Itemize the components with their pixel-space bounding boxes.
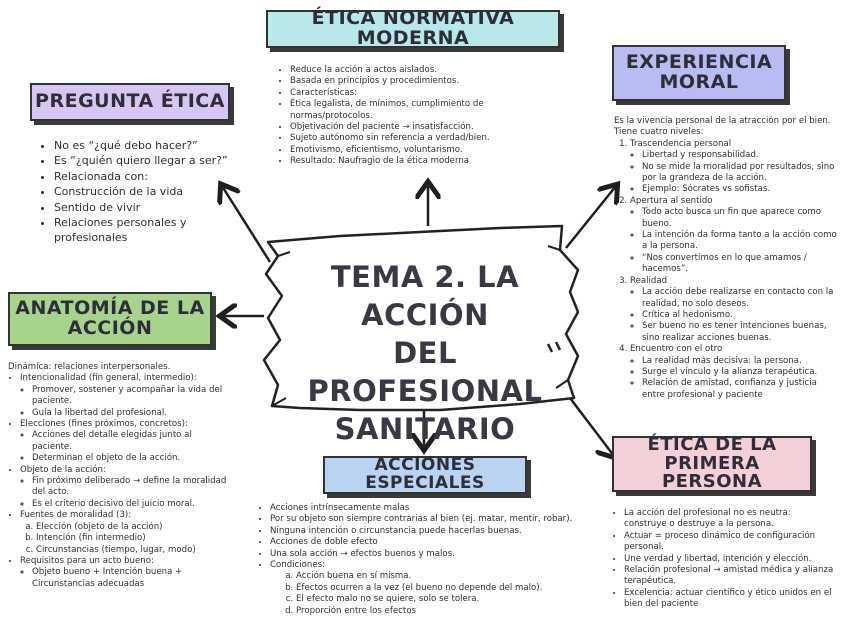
list-item: • Relación profesional → amistad médica y alianza terapéutica.: [624, 565, 834, 588]
list-item: • Ninguna intención o circunstancia puede hacerlas buenas.: [270, 526, 598, 537]
list-item: • Emotivismo, eficientismo, voluntarismo.: [290, 145, 513, 156]
list-item-text: Elecciones (fines próximos, concretos):: [20, 419, 188, 430]
list-item: [20, 465, 230, 511]
list-item: • Características:: [290, 88, 513, 99]
list-item: [20, 556, 230, 590]
list-item: • Reduce la acción a actos aislados.: [290, 65, 513, 76]
list-item: ◦ Es el criterio decisivo del juicio moral.: [32, 499, 230, 510]
primera-persona-title: [612, 433, 812, 493]
list-item: • Sujeto autónomo sin referencia a verdad/bien.: [290, 133, 513, 144]
list-item: a. Elección (objeto de la acción): [36, 522, 230, 533]
experiencia-moral-title-line-1: EXPERIENCIA: [625, 51, 773, 74]
level-item: [630, 344, 840, 401]
list-item: d. Proporción entre los efectos: [296, 606, 598, 617]
acciones-especiales-title-text: ACCIONES ESPECIALES: [365, 455, 485, 493]
etica-normativa-list: [278, 65, 513, 168]
anatomia-body: [8, 362, 230, 590]
center-title-line-2: DEL PROFESIONAL: [307, 336, 543, 408]
experiencia-moral-intro: Es la vivencia personal de la atracción por el bien. Tiene cuatro niveles:: [614, 116, 831, 138]
primera-persona-list: [612, 508, 834, 611]
list-item: • No es “¿qué debo hacer?”: [54, 138, 242, 153]
list-item: • Acciones intrínsecamente malas: [270, 503, 598, 514]
anatomia-title-line-2: ACCIÓN: [67, 317, 153, 339]
pregunta-etica-title: [30, 83, 230, 121]
list-item: ◦ No se mide la moralidad por resultados, sino por la grandeza de la acción.: [642, 162, 840, 185]
list-item: ◦ Relación de amistad, confianza y justicia entre profesional y paciente: [642, 378, 840, 401]
list-item: • Relacionada con:: [54, 169, 242, 184]
etica-normativa-title: [266, 7, 560, 49]
list-item: a. Acción buena en sí misma.: [296, 571, 598, 582]
list-item: ◦ Libertad y responsabilidad.: [642, 150, 840, 161]
acciones-especiales-title: [323, 456, 527, 494]
list-item: • Por su objeto son siempre contrarias al bien (ej. matar, mentir, robar).: [270, 514, 598, 525]
list-item: • Acciones de doble efecto: [270, 537, 598, 548]
list-item: • La acción del profesional no es neutra: construye o destruye a la persona.: [624, 508, 834, 531]
list-item: [20, 419, 230, 465]
level-name: Apertura al sentido: [630, 195, 713, 206]
primera-persona-title-line-2: PERSONA: [661, 471, 763, 493]
list-item: ◦ Todo acto busca un fin que aparece como bueno.: [642, 207, 840, 230]
list-item: ◦ Promover, sostener y acompañar la vida del paciente.: [32, 385, 230, 408]
list-item: • Una sola acción → efectos buenos y malos.: [270, 549, 598, 560]
list-item: ◦ Objeto bueno + Intención buena + Circunstancias adecuadas: [32, 567, 230, 590]
list-item: b. Efectos ocurren a la vez (el bueno no depende del malo).: [296, 583, 598, 594]
list-item: ◦ La acción debe realizarse en contacto con la realidad, no solo deseos.: [642, 287, 840, 310]
experiencia-moral-title-line-2: MORAL: [659, 71, 739, 93]
arrow-down-right: [570, 398, 614, 456]
list-item: c. El efecto malo no se quiere, solo se tolera.: [296, 594, 598, 605]
center-title-line-3: SANITARIO: [334, 412, 516, 446]
anatomia-title: [8, 292, 212, 346]
list-item: • Relaciones personales y profesionales: [54, 215, 242, 246]
list-item: • Objetivación del paciente → insatisfacción.: [290, 122, 513, 133]
list-item-text: Condiciones:: [270, 560, 326, 571]
list-item: [270, 560, 598, 617]
list-item: [20, 373, 230, 419]
experiencia-moral-title: [612, 45, 786, 101]
list-item: ◦ Surge el vínculo y la alianza terapéutica.: [642, 367, 840, 378]
list-item: • Sentido de vivir: [54, 200, 242, 215]
list-item: • Actuar = proceso dinámico de configuración personal.: [624, 531, 834, 554]
list-item-text: Fuentes de moralidad (3):: [20, 510, 132, 521]
pregunta-etica-list: [42, 138, 242, 246]
etica-normativa-title-text: ÉTICA NORMATIVA MODERNA: [311, 7, 515, 49]
list-item-text: Objeto de la acción:: [20, 464, 106, 475]
level-name: Encuentro con el otro: [630, 344, 723, 355]
level-item: [630, 196, 840, 276]
level-name: Realidad: [630, 275, 668, 286]
list-item: ◦ Guía la libertad del profesional.: [32, 408, 230, 419]
list-item: ◦ “Nos convertimos en lo que amamos / hacemos”.: [642, 253, 840, 276]
level-item: [630, 276, 840, 344]
list-item: • Basada en principios y procedimientos.: [290, 76, 513, 87]
list-item: • Excelencia: actuar científico y ético unidos en el bien del paciente: [624, 588, 834, 611]
center-title: [280, 258, 570, 448]
list-item: ◦ Acciones del detalle elegidas junto al paciente.: [32, 430, 230, 453]
list-item: • Ética legalista, de mínimos, cumplimiento de normas/protocolos.: [290, 99, 513, 122]
list-item: ◦ Determinan el objeto de la acción.: [32, 453, 230, 464]
pregunta-etica-title-text: PREGUNTA ÉTICA: [35, 90, 225, 113]
primera-persona-title-line-1: ÉTICA DE LA PRIMERA: [647, 433, 777, 474]
list-item: c. Circunstancias (tiempo, lugar, modo): [36, 545, 230, 556]
anatomia-intro: Dinámica: relaciones interpersonales.: [8, 362, 171, 372]
anatomia-title-line-1: ANATOMÍA DE LA: [15, 297, 205, 320]
list-item: • Resultado: Naufragio de la ética moderna: [290, 156, 513, 167]
center-title-line-1: TEMA 2. LA ACCIÓN: [330, 260, 520, 332]
list-item: • Une verdad y libertad, intención y elección.: [624, 554, 834, 565]
experiencia-moral-body: [614, 116, 840, 401]
level-item: [630, 139, 840, 196]
level-name: Trascendencia personal: [630, 138, 732, 149]
list-item: ◦ La intención da forma tanto a la acción como a la persona.: [642, 230, 840, 253]
list-item: ◦ Crítica al hedonismo.: [642, 310, 840, 321]
list-item: [20, 510, 230, 556]
list-item-text: Intencionalidad (fin general, intermedio):: [20, 373, 197, 384]
list-item: b. Intención (fin intermedio): [36, 533, 230, 544]
arrow-up-right: [566, 186, 616, 248]
list-item: • Construcción de la vida: [54, 184, 242, 199]
list-item: ◦ Ser bueno no es tener intenciones buenas, sino realizar acciones buenas.: [642, 321, 840, 344]
list-item: ◦ Ejemplo: Sócrates vs sofistas.: [642, 184, 840, 195]
list-item: • Es “¿quién quiero llegar a ser?”: [54, 153, 242, 168]
list-item: ◦ La realidad más decisiva: la persona.: [642, 356, 840, 367]
list-item-text: Requisitos para un acto bueno:: [20, 555, 154, 566]
acciones-especiales-list: [258, 503, 598, 617]
list-item: ◦ Fin próximo deliberado → define la moralidad del acto.: [32, 476, 230, 499]
